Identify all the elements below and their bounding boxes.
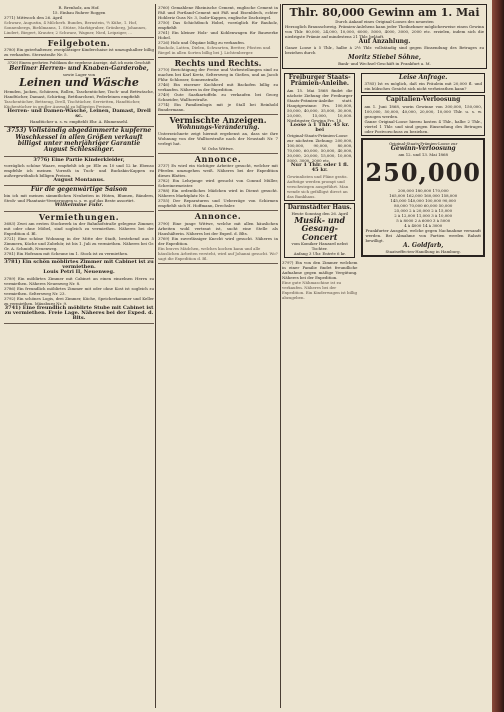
ad-intro: R. Brenholz, am Hof. 15. Einbau Ruhrer Roggen 3771) Mittwoch den 26. April Schwarz, Augustin, 4 Milcherb. Bundes, Bernstein, ½ Kühe, 1. Hof, Sonnenbergs, Biehlmanns, 1. Stütze, Marktgruber, Grünberg, Johannes, Lindert, Biegert, Krauter, 2 Schwarz, Wagner, Nied, Leipziger, ... [4,4,154,38]
darmstadt-sub: Heute Sonntag den 26. April [291,211,348,217]
ad-cement: 3760) Gemahlene Rheinische Cement, englische Cement in Fäß und Portland-Cement mit Fäß und Eisenblech, echter Hohleriz Guss Nr. 3, Isolir-Kappen, englische Dachziegel. 3750) Das Schichtbuch Hobel, vorzüglich für Bauholz, empfiehlt 3761) Ein kleiner Holz- und Kohlenwagen für Bauwerke Hobel. 3726) Holz und Ölspäne billig zu verkaufen. Bauholz, Latten, Dielen, Schwarten, Bretter, Pfosten und Riegel in allen Sorten billig bei J. Lichtenberger. [158,4,278,58]
mid-ad-10: 3769) Ein zuverlässiger Knecht wird gesucht. Näheres in der Expedition. [158,235,278,246]
ad-zimmer [4,259,154,325]
amount-250000: 250,000 [365,158,481,188]
tisch-sub: Handtücher u. s. w. empfiehlt Ehr. A. Blumensehl. [29,119,129,125]
rechts-heading: Rechts und Rechts. [174,58,262,68]
ad-saison [4,186,154,212]
mid-ad-8: 3788) Ein ordentliches Mädchen wird in Dienst gesucht. Näheres Marktplatz Nr. 4. [158,188,278,199]
leise-text: 3785) Ist es möglich, daß ein Fräulein mit 20,000 fl. und ein hübsches Gesicht sich nicht verheirathen kann? [364,81,482,92]
annonce-1-heading: Annonce. [194,154,242,165]
mid-ad-3: 3761) Ein kleiner Holz- und Kohlenwagen für Bauwerke Hobel. [158,30,278,40]
mid-ad-6: 3749) Gute Saatkartoffeln zu verkaufen bei Georg Schneider, Walltorstraße. [158,92,278,103]
ad-waschkessel [4,127,154,156]
wohnung-text: 3721) Eine schöne Wohnung in der Mitte der Stadt, bestehend aus 5 Zimmern, Küche und Zubehör, ist bis 1. Juli zu vermiethen. Näheres bei Gr. Gr. A. Schmidt, Neuenweg. [4,235,154,251]
annonce-2-text: 3790) Eine junge Wittwe, welche mit allen häuslichen Arbeiten wohl vertraut ist, sucht eine Stelle als Haushälterin. Näheres bei der Exped. d. Blts. [158,220,278,236]
veraenderung-text: Unterzeichnete zeigt hiermit ergebenst an, dass sie ihre Wohnung von der Walltorstraße nach der Neustadt Nr. 7 verlegt hat. [158,131,278,147]
ad-darmstaedter [284,203,355,258]
mid-ad-4: 3726) Holz und Ölspäne billig zu verkaufen. [158,40,245,45]
gewinn-sub: Durch Ankauf eines Original-Looses des neuesten [335,18,434,24]
ad-goldfarb [361,138,485,258]
wohnung-veraenderung: Wohnungs-Veränderung. [176,123,260,131]
nur-thlr: Nur 1 Thlr. oder 1 fl. 45 kr. [290,162,349,174]
freiburger-heading: Freiburger Staats-Prämien-Anleihe. [288,74,351,88]
mid-ad-9: 3755) Der Reparaturen und Ueberzüge von Schirmen empfiehlt sich H. Hoffmann, Drechsler. [158,198,278,209]
list-row-5: 25,000 2 à 20,000 2 à 15,000 [394,208,453,214]
berliner-title: Berliner Herren- und Knaben-Garderobe, [9,64,149,72]
waschkessel-title: 3753) Vollständig abgedämmerte kupferne Waschkessel in allen Größen verkauft billigst unter mehrjähriger Garantie [6,127,152,147]
list-row-3: 145,000 140,000 100,000 90,000 [390,198,457,204]
gegen-text: 3797) Ein von den Zimmer welchem in einer Familie findet freundliche Aufnahme gegen mäßige Vergütung. Näheres bei der Expedition. [282,260,358,281]
berliner-sub: sowie Lager von [62,72,96,78]
ad-capital [361,95,485,135]
ad-leise [361,73,485,93]
mid-ad-2: 3750) Das Schichtbuch Hobel, vorzüglich für Bauholz, empfiehlt [158,20,278,30]
concert-heading: Concert [302,231,338,242]
ad-annonce-2: Annonce. 3790) Eine junge Wittwe, welche mit allen häuslichen Arbeiten wohl vertraut ist, sucht eine Stelle als Haushälterin. Näheres bei der Exped. d. Blts. 3769) Ein zuverlässiger Knecht wird gesucht. Näheres in der Expedition. Ein braves Mädchen, welches kochen kann und alle häuslichen Arbeiten versteht, wird auf Johanni gesucht. Wo? sagt die Expedition d. Bl. [158,211,278,263]
list-row-2: 165,000 162,000 160,000 158,000 [389,193,458,199]
freiburger-text: Am 15. Mai 1868 findet die nächste Ziehung der Freiburger Staats-Prämien-Anleihe statt. Hauptgewinne: Frs. 100,000, 50,000, 40,000, 35,000, 30,000, 20,000, 15,000, 10,000. Niedrigster Gewinn Frs. 18. [287,87,353,123]
vermiet-text: 3683) Zwei am ersten Stockwerk in der Bahnhofstraße gelegene Zimmer, mit oder ohne Möbel, sind sogleich zu vermiethen. Näheres bei der Expedition d. Bl. [4,220,154,236]
hof-text: 3781) Ein Hofraum mit Scheune im 1. Stock ist zu vermiethen. [4,250,129,256]
ad-gewinn [282,4,487,69]
kinder-text: vorzüglich schöne Waare, empfiehlt ich pr. Elle zu 10 und 12 kr. Ebenso empfehle ich meinen Vorrath in Tuch- und Buckskin-Kappen zu außergewöhnlich billigen Preisen. [4,162,154,178]
montanus-name: August Montanus. [53,176,105,183]
annonce-2-heading: Annonce. [194,211,242,222]
gewinn-heading: Thlr. 80,000 Gewinn am 1. Mai [289,6,480,19]
book-binding-edge [492,0,504,712]
goldfarb-firm: A. Goldfarb, [403,242,444,250]
schlesinger-name: August Schlessinger. [43,146,115,154]
ad-feilgeboten [4,38,154,60]
anzahlung-heading: Auf Anzahlung. [358,37,411,45]
capital-heading: Capitalien-Verloosung [386,96,461,104]
zimmer-ad-2: 3786) Ein freundlich möblirtes Zimmer mit oder ohne Kost ist sogleich zu vermiethen. Seltersweg Nr. 23. [4,285,154,296]
anzahlung-text: Ganze Loose à 5 Thlr., halbe à 2½ Thlr. vollständig sind gegen Einsendung des Betrages zu beziehen durch [285,44,484,55]
rechts-text: 3770) Berichtigung der Preise und Vorbestellungen sind zu machen bei Karl Kretz, Seltersweg in Gießen, und an Jacob Fhhr. Schlosser, Sonnenstraße. [158,67,278,83]
list-row-8: 4 à 4000 14 à 3000 [404,223,443,229]
intro-date: 3771) Mittwoch den 26. April [4,15,63,20]
gewinn-body: Herzoglich Braunschweig. Prämien-Anlehens kann jeder Theilnehmer möglicherweise einen Gewinn von Thlr. 80,000, 24,000, 10,000, 6000, 5000, 4000, 3000, 2000 etc. erzielen, indem sich die niedrigste Prämie auf mindestens 21 Thlr. beläuft. [285,23,484,39]
leise-heading: Leise Anfrage. [399,74,448,82]
darmstadt-heading: Darmstädter Haus. [287,203,352,211]
kasse-line: Anfang 3 Uhr. Entrée 6 kr. [293,251,346,257]
column-right [282,4,487,708]
goldfarb-sub: Staatseffecten-Handlung in Hamburg. [385,249,461,255]
feilgeboten-text: 3780) Ein guterhaltener, zweiplätziger Kinderchaise ist umzugshalber billig zu verkaufen. Sternstraße Nr. 5. [4,47,154,58]
saison-title: Für die gegenwärtige Saison [30,186,128,194]
firm-sub: Bank- und Wechsel-Geschäft in Frankfurt a. M. [338,61,431,67]
orig-title: Original-Staats-Prämien-Loose zur [389,140,458,146]
list-row-4: 80,000 70,000 60,000 50,000 [394,203,453,209]
zimmer-tail: 3741) Eine freundlich möblirte Stube mit Cabinet ist zu vermiethen. Freie Lage. Näheres bei der Exped. d. Blts. [4,304,154,322]
column-rule-1 [155,4,156,708]
feilgeboten-heading: Feilgeboten. [47,38,111,48]
zimmer-name: Louis Petri II, Neuenweg. [43,269,115,276]
subcol-right [359,71,487,300]
mid-ad-5: 3746) Ein eiserner Kochherd mit Backofen billig zu verkaufen. Näheres in der Expedition. [158,82,278,93]
ad-vermischte [158,115,278,154]
ad-kinderkleider [4,157,154,187]
two-column-area [282,71,487,300]
capital-body: Ganze Original-Loose hierzu kosten 4 Thlr., halbe 2 Thlr., viertel 1 Thlr. und sind gegen Einsendung des Betrages oder Postvorschuss zu beziehen. [364,118,482,134]
list-row-1: 200,000 180,000 170,000 [397,188,449,194]
ad-vermiethungen [4,212,154,259]
list-row-6: 2 à 12,000 11,000 3 à 10,000 [394,213,453,219]
leinen-text: Hemden, Jacken, Schürzen, Rollen, Taschentücher, Tisch- und Bettwäsche, Handtücher, Damast, Schirting, Bettbarchent, Federleinen empfiehlt [4,88,154,99]
firm-name: Moritz Stiebel Söhne, [348,53,421,61]
column-left [4,4,154,708]
freiburger-text-2: Original-Staats-Prämien-Loose zur nächsten Ziehung: 200,000, 100,000, 90,000, 80,000, 70,000, 60,000, 50,000, 40,000, 30,000, 20,000, 15,000, 10,000, 5000, 3000, 2000 etc. [287,133,353,164]
goldfarb-note: Frankfurter Ausgabe, welche gegen Nachnahme versandt werden. Bei Abnahme von Partien werden Rabatt bewilligt. [365,228,481,244]
veraenderung-sig: W. Ochs Wittwe. [201,146,235,152]
subcol-left: Freiburger Staats-Prämien-Anleihe. Am 15. Mai 1868 findet die nächste Ziehung der Freiburger Staats-Prämien-Anleihe statt. Hauptgewinne: Frs. 100,000, 50,000, 40,000, 35,000, 30,000, 20,000, 15,000, 10,000. Niedrigster Gewinn Frs. 18. Loose à 1 Thlr. 45 kr. bei Original-Staats-Prämien-Loose zur nächsten Ziehung: 200,000, 100,000, 90,000, 80,000, 70,000, 60,000, 50,000, 40,000, 30,000, 20,000, 15,000, 10,000, 5000, 3000, 2000 etc. Nur 1 Thlr. oder 1 fl. 45 kr. Gewinnlisten und Pläne gratis. Aufträge werden prompt und verschwiegen ausgeführt. Man wende sich gefälligst direct an das Bankhaus. Darmstädter Haus. Heute Sonntag den 26. April Musik- und Gesang- Concert vom Komiker Hanzard nebst Tochter. Anfang 3 Uhr. Entrée 6 kr. 3797) Ein von den Zimmer welchem in einer Familie findet freundliche Aufnahme gegen mäßige Vergütung. Näheres bei der Expedition. Eine gute Nähmaschine ist zu verkaufen. Näheres bei der Expedition. Ein Kinderwagen ist billig abzugeben. [282,74,358,301]
ad-berliner: 3720) Einem geehrten Publikum die ergebene Anzeige, daß ich mein Geschäft Berliner Herren- und Knaben-Garderobe, sowie Lager von Leinen und Wäsche Hemden, Jacken, Schürzen, Rollen, Taschentücher, Tisch- und Bettwäsche, Handtücher, Damast, Schirting, Bettbarchent, Federleinen empfiehlt Taschentücher, Bettzeug, Drell, Tischtücher, Servietten, Handtücher, Küchentücher in großer Auswahl zu billigsten Preisen. Herren- und Damen-Wäsche, Leinen, Damast, Drell sc. Handtücher u. s. w. empfiehlt Ehr. A. Blumensehl. [4,60,154,127]
ad-annonce-1 [158,154,278,211]
saison-text: bin ich mit meinen sämmtlichen Neuheiten in Hüten, Blumen, Bändern, Stroh- und Phantasie-Verzierungen u. s. w. auf das Beste assortirt. [4,193,154,204]
intro-line-1: R. Brenholz, am Hof. [58,5,100,10]
zimmer-ad-1: 3789) Ein möblirtes Zimmer mit Cabinet an einen einzelnen Herrn zu vermiethen. Näheres Neuenweg Nr. 8. [4,275,154,286]
vermischte-heading: Vermischte Anzeigen. [169,115,267,126]
tisch-title: Herren- und Damen-Wäsche, Leinen, Damast, Drell sc. [7,107,151,120]
ad-rechts [158,58,278,115]
intro-line-2: 15. Einbau Ruhrer Roggen [52,10,106,15]
hauptgewinn: am 12. und 13. Mai 1868 [398,152,448,158]
komiker-line: vom Komiker Hanzard nebst Tochter. [291,241,348,252]
mid-ad-7: 3782) Ein Lehrjunge wird gesucht von Conrad Müller, Schreinermeister. [158,178,278,189]
annonce-1-text: 3737) Es wird ein tüchtiger Arbeiter gesucht, welcher mit Pferden umzugehen weiß. Näheres bei der Expedition dieses Blattes. [158,163,278,179]
vermiet-heading: Vermiethungen. [38,211,120,222]
kinder-title: 3776) Eine Partie Kinderkleider, [33,156,125,163]
column-middle [158,4,278,708]
zimmer-ad-3: 3792) Ein schönes Logis, drei Zimmer, Küche, Speicherkammer und Keller zu vermiethen. Mäusburg Nr. 9. [4,295,154,306]
capital-text: am 1. Juni 1868, worin Gewinne von 300,000, 150,000, 100,000, 50,000, 40,000, 20,000, 10,000 Thlr. u. s. w. gezogen werden. [364,103,482,119]
column-rule-2 [280,4,281,708]
ad-freiburger: Freiburger Staats-Prämien-Anleihe. Am 15. Mai 1868 findet die nächste Ziehung der Freiburger Staats-Prämien-Anleihe statt. Hauptgewinne: Frs. 100,000, 50,000, 40,000, 35,000, 30,000, 20,000, 15,000, 10,000. Niedrigster Gewinn Frs. 18. Loose à 1 Thlr. 45 kr. bei Original-Staats-Prämien-Loose zur nächsten Ziehung: 200,000, 100,000, 90,000, 80,000, 70,000, 60,000, 50,000, 40,000, 30,000, 20,000, 15,000, 10,000, 5000, 3000, 2000 etc. Nur 1 Thlr. oder 1 fl. 45 kr. Gewinnlisten und Pläne gratis. Aufträge werden prompt und verschwiegen ausgeführt. Man wende sich gefälligst direct an das Bankhaus. [284,73,355,201]
list-row-7: 5 à 8000 2 à 6000 3 à 5000 [396,218,451,224]
leinen-title: Leinen und Wäsche [19,76,139,90]
zimmer-title: 3781) Ein schön möblirtes Zimmer mit Cabinet ist zu vermiethen. [4,258,154,271]
gewinn-verloosung: Gewinn-Verloosung [390,144,456,152]
loose-line: Loose à 1 Thlr. 45 kr. bei [290,121,350,133]
familie-text: 3774) Ein Familienlogis mit je Stall bei Reinhold Bundermann. [158,102,278,113]
mid-ad-1: 3760) Gemahlene Rheinische Cement, englische Cement in Fäß und Portland-Cement mit Fäß und Eisenblech, echter Hohleriz Guss Nr. 3, Isolir-Kappen, englische Dachziegel. [158,5,278,20]
musik-heading: Musik- und Gesang- [294,215,346,234]
fuhr-name: Wilhelmine Fuhr. [54,202,104,209]
